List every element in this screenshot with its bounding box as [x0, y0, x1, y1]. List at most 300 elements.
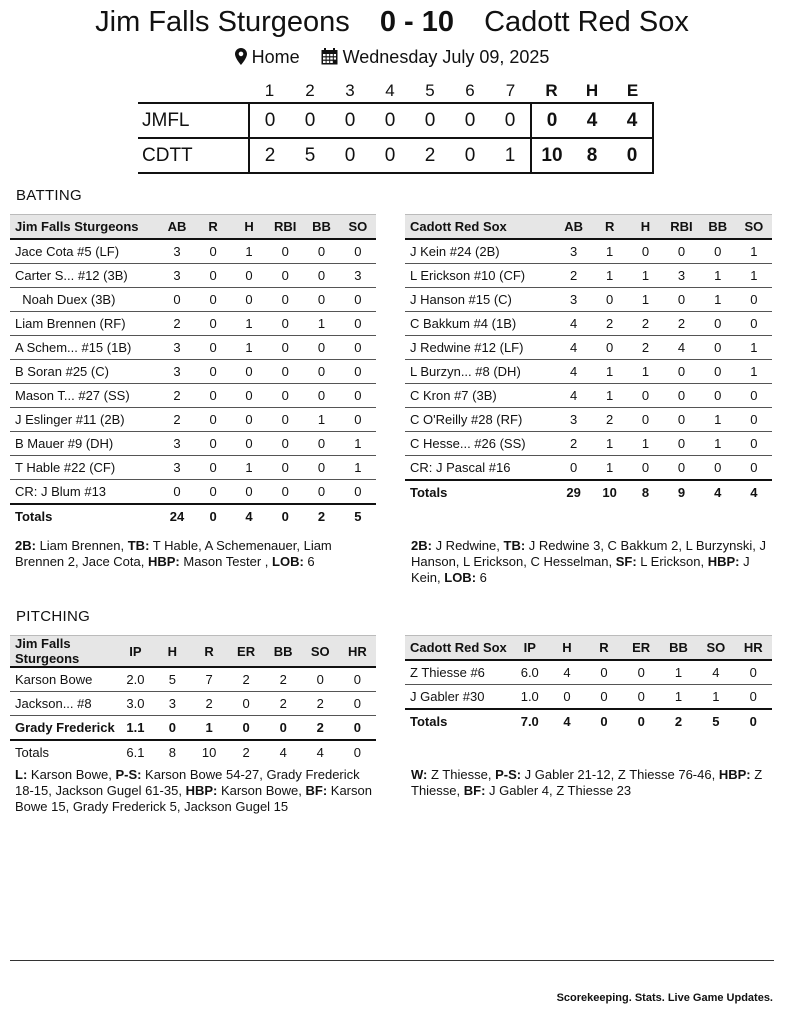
stat-cell: 1 [660, 660, 697, 685]
stat-cell: 0 [231, 360, 267, 384]
player-row [10, 288, 376, 312]
column-header: HR [735, 636, 772, 661]
player-name: J Eslinger #11 (2B) [10, 408, 159, 432]
stat-cell: 0 [736, 312, 772, 336]
stat-cell: 0 [195, 384, 231, 408]
calendar-icon [321, 48, 338, 65]
stat-cell: 4 [556, 360, 592, 384]
player-row [10, 336, 376, 360]
totals-cell: 0 [339, 740, 376, 764]
totals-cell: 4 [231, 504, 267, 528]
stat-cell: 0 [267, 456, 303, 480]
totals-cell: 0 [195, 504, 231, 528]
stat-cell: 0 [195, 239, 231, 264]
note-text: Liam Brennen, [35, 538, 128, 553]
stat-cell: 0 [195, 360, 231, 384]
player-row [405, 264, 772, 288]
column-header: SO [340, 215, 376, 240]
player-name: Noah Duex (3B) [10, 288, 159, 312]
stat-cell: 2 [159, 408, 195, 432]
totals-cell: 0 [735, 709, 772, 733]
player-name: J Kein #24 (2B) [405, 239, 556, 264]
linescore-row [138, 138, 653, 173]
player-name: Liam Brennen (RF) [10, 312, 159, 336]
linescore-inning-cell: 0 [464, 144, 476, 166]
note-label: 2B: [15, 538, 36, 553]
totals-cell: 10 [592, 480, 628, 504]
player-row [10, 667, 376, 692]
final-score: 0 - 10 [379, 6, 455, 38]
column-header: SO [736, 215, 772, 240]
column-header: RBI [267, 215, 303, 240]
note-label: LOB: [444, 570, 477, 585]
player-row [10, 408, 376, 432]
player-row [405, 685, 772, 710]
stat-cell: 0 [231, 408, 267, 432]
linescore-inning-cell: 2 [424, 144, 436, 166]
linescore-inning-cell: 0 [304, 109, 316, 131]
player-name: Z Thiesse #6 [405, 660, 511, 685]
stat-cell: 3 [556, 239, 592, 264]
note-text: Karson Bowe, [217, 783, 306, 798]
player-name: C O'Reilly #28 (RF) [405, 408, 556, 432]
player-name: C Kron #7 (3B) [405, 384, 556, 408]
stat-cell: 0 [231, 264, 267, 288]
linescore-inning-cell: 0 [464, 109, 476, 131]
stat-cell: 0 [663, 360, 699, 384]
note-text: J Redwine, [431, 538, 504, 553]
linescore-col-header: 7 [505, 81, 516, 100]
stat-cell: 1 [700, 288, 736, 312]
column-header: H [154, 636, 191, 668]
totals-cell: 4 [302, 740, 339, 764]
note-label: P-S: [115, 767, 142, 782]
column-header: R [195, 215, 231, 240]
stat-cell: 2 [628, 312, 664, 336]
stat-cell: 0 [340, 336, 376, 360]
stat-cell: 0 [159, 480, 195, 505]
batting-section-title: BATTING [16, 187, 82, 204]
linescore-h-cell: 4 [586, 109, 598, 131]
linescore-inning-cell: 2 [249, 138, 290, 173]
column-header: AB [556, 215, 592, 240]
stat-cell: 2 [159, 312, 195, 336]
player-row [405, 336, 772, 360]
stat-cell: 0 [623, 685, 660, 710]
player-name: Grady Frederick [10, 716, 117, 741]
stat-cell: 0 [303, 288, 339, 312]
player-row [405, 408, 772, 432]
player-name: J Redwine #12 (LF) [405, 336, 556, 360]
location-group [235, 47, 300, 68]
home-team-name: Cadott Red Sox [484, 6, 689, 38]
stat-cell: 4 [548, 660, 585, 685]
stat-cell: 2 [228, 667, 265, 692]
totals-cell: 0 [623, 709, 660, 733]
stat-cell: 0 [195, 336, 231, 360]
column-header: SO [697, 636, 734, 661]
stat-cell: 1 [700, 432, 736, 456]
player-name: L Erickson #10 (CF) [405, 264, 556, 288]
stat-cell: 0 [585, 660, 622, 685]
linescore-col-header: 3 [345, 81, 355, 100]
stat-cell: 3 [556, 408, 592, 432]
player-row [10, 312, 376, 336]
stat-cell: 0 [663, 456, 699, 481]
linescore-col-header: 5 [425, 81, 435, 100]
linescore-team: JMFL [142, 109, 190, 131]
stat-cell: 1 [340, 456, 376, 480]
stat-cell: 2 [191, 692, 228, 716]
note-label: BF: [305, 783, 328, 798]
linescore-r-cell: 10 [531, 138, 572, 173]
stat-cell: 1 [628, 360, 664, 384]
linescore-inning-cell: 0 [249, 103, 290, 138]
note-text: Z Thiesse, [427, 767, 496, 782]
stat-cell: 0 [265, 716, 302, 741]
stat-cell: 0 [267, 408, 303, 432]
totals-label: Totals [405, 480, 556, 504]
stat-cell: 0 [700, 360, 736, 384]
column-header: H [548, 636, 585, 661]
stat-cell: 0 [700, 336, 736, 360]
stat-cell: 0 [592, 288, 628, 312]
map-pin-icon [235, 48, 247, 65]
totals-row [405, 709, 772, 733]
stat-cell: 0 [267, 336, 303, 360]
stat-cell: 4 [556, 384, 592, 408]
player-name: B Soran #25 (C) [10, 360, 159, 384]
player-row [405, 288, 772, 312]
linescore-header-row [138, 80, 653, 103]
footer-tagline: Scorekeeping. Stats. Live Game Updates. [556, 992, 773, 1004]
note-label: 2B: [411, 538, 432, 553]
stat-cell: 0 [556, 456, 592, 481]
stat-cell: 0 [159, 288, 195, 312]
batting-notes-away [15, 538, 370, 570]
column-header: SO [302, 636, 339, 668]
linescore-corner [138, 80, 249, 103]
stat-cell: 0 [267, 360, 303, 384]
player-row [10, 432, 376, 456]
date-group [321, 47, 550, 68]
stat-cell: 1 [592, 384, 628, 408]
note-label: W: [411, 767, 428, 782]
totals-label: Totals [405, 709, 511, 733]
stat-cell: 0 [231, 432, 267, 456]
note-label: TB: [127, 538, 150, 553]
linescore-inning-cell: 0 [504, 109, 516, 131]
column-header: RBI [663, 215, 699, 240]
note-label: BF: [463, 783, 486, 798]
note-text: J Redwine 3, C Bakkum 2, L Burzynski, J Hanson, L Erickson, C Hesselman, [411, 538, 767, 569]
totals-cell: 10 [191, 740, 228, 764]
linescore-col-header: R [545, 81, 558, 100]
note-text: 6 [303, 554, 315, 569]
stat-cell: 1 [736, 360, 772, 384]
stat-header-row [10, 215, 376, 240]
stat-cell: 0 [736, 408, 772, 432]
note-label: HBP: [147, 554, 180, 569]
player-name: Jace Cota #5 (LF) [10, 239, 159, 264]
stat-cell: 1 [697, 685, 734, 710]
stat-cell: 0 [303, 336, 339, 360]
column-header: H [231, 215, 267, 240]
linescore-col-header: 4 [385, 81, 395, 100]
stat-cell: 3 [663, 264, 699, 288]
stat-cell: 1 [592, 264, 628, 288]
stat-cell: 1 [700, 264, 736, 288]
player-name: Mason T... #27 (SS) [10, 384, 159, 408]
note-label: SF: [615, 554, 637, 569]
stat-cell: 3 [159, 456, 195, 480]
stat-cell: 0 [736, 432, 772, 456]
stat-cell: 0 [735, 685, 772, 710]
stat-cell: 0 [195, 288, 231, 312]
stat-cell: 0 [663, 408, 699, 432]
stat-cell: 0 [195, 408, 231, 432]
linescore-col-header: 2 [305, 81, 315, 100]
stat-cell: 5 [154, 667, 191, 692]
pitching-table-home [405, 635, 772, 733]
column-header: AB [159, 215, 195, 240]
linescore-col-header: 6 [465, 81, 475, 100]
team-header: Jim Falls Sturgeons [10, 636, 117, 668]
column-header: BB [265, 636, 302, 668]
totals-row [10, 740, 376, 764]
player-name: CR: J Pascal #16 [405, 456, 556, 481]
linescore-inning-cell: 0 [384, 109, 396, 131]
batting-table-away [10, 214, 376, 528]
note-text: Karson Bowe, [27, 767, 116, 782]
stat-cell: 0 [339, 692, 376, 716]
stat-cell: 2 [265, 667, 302, 692]
note-label: HBP: [718, 767, 751, 782]
stat-cell: 0 [736, 288, 772, 312]
linescore-inning-cell: 0 [344, 109, 356, 131]
stat-cell: 0 [231, 480, 267, 505]
stat-cell: 3 [159, 432, 195, 456]
stat-cell: 0 [302, 667, 339, 692]
totals-cell: 6.1 [117, 740, 154, 764]
stat-cell: 1 [628, 432, 664, 456]
player-name: B Mauer #9 (DH) [10, 432, 159, 456]
column-header: IP [511, 636, 548, 661]
stat-cell: 0 [340, 312, 376, 336]
stat-cell: 0 [267, 264, 303, 288]
linescore-team: CDTT [142, 144, 193, 166]
stat-cell: 0 [339, 667, 376, 692]
stat-cell: 2.0 [117, 667, 154, 692]
stat-cell: 1 [231, 336, 267, 360]
totals-cell: 5 [340, 504, 376, 528]
stat-cell: 0 [628, 408, 664, 432]
player-row [405, 312, 772, 336]
note-text: Karson Bowe 54-27, Grady Frederick 18-15, Jackson Gugel 61-35, [15, 767, 360, 798]
totals-cell: 29 [556, 480, 592, 504]
team-header: Jim Falls Sturgeons [10, 215, 159, 240]
pitching-section-title: PITCHING [16, 608, 91, 625]
note-text: J Gabler 4, Z Thiesse 23 [485, 783, 632, 798]
column-header: H [628, 215, 664, 240]
player-row [10, 692, 376, 716]
stat-cell: 1.0 [511, 685, 548, 710]
stat-cell: 1 [700, 408, 736, 432]
stat-cell: 0 [340, 480, 376, 505]
stat-cell: 0 [736, 456, 772, 481]
pitching-notes-home [411, 767, 767, 799]
linescore-h-cell: 8 [586, 144, 598, 166]
stat-cell: 0 [628, 384, 664, 408]
player-name: Jackson... #8 [10, 692, 117, 716]
team-header: Cadott Red Sox [405, 636, 511, 661]
note-label: P-S: [495, 767, 522, 782]
stat-cell: 1.1 [117, 716, 154, 741]
stat-cell: 0 [267, 480, 303, 505]
stat-cell: 0 [663, 288, 699, 312]
stat-cell: 0 [303, 456, 339, 480]
linescore-row [138, 103, 653, 138]
stat-cell: 0 [700, 384, 736, 408]
note-text: Z Thiesse, [411, 767, 763, 798]
totals-cell: 8 [154, 740, 191, 764]
note-text: J Kein, [411, 554, 750, 585]
stat-cell: 1 [592, 456, 628, 481]
player-name: J Gabler #30 [405, 685, 511, 710]
stat-cell: 0 [228, 692, 265, 716]
stat-cell: 3 [154, 692, 191, 716]
game-location: Home [251, 47, 300, 67]
stat-cell: 2 [628, 336, 664, 360]
note-label: HBP: [185, 783, 218, 798]
linescore-e-cell: 4 [612, 103, 653, 138]
stat-cell: 7 [191, 667, 228, 692]
player-row [10, 360, 376, 384]
stat-cell: 0 [700, 239, 736, 264]
stat-cell: 0 [700, 456, 736, 481]
stat-header-row [405, 636, 772, 661]
stat-cell: 1 [303, 312, 339, 336]
stat-cell: 0 [340, 384, 376, 408]
stat-cell: 0 [267, 239, 303, 264]
player-row [405, 360, 772, 384]
player-row [10, 716, 376, 741]
totals-cell: 2 [660, 709, 697, 733]
stat-cell: 3 [159, 264, 195, 288]
away-team-name: Jim Falls Sturgeons [95, 6, 350, 38]
game-date: Wednesday July 09, 2025 [342, 47, 550, 67]
player-row [10, 384, 376, 408]
stat-cell: 2 [556, 264, 592, 288]
stat-cell: 0 [303, 480, 339, 505]
stat-cell: 0 [585, 685, 622, 710]
totals-row [10, 504, 376, 528]
stat-cell: 4 [697, 660, 734, 685]
stat-cell: 0 [628, 456, 664, 481]
player-row [405, 239, 772, 264]
stat-cell: 2 [302, 716, 339, 741]
totals-cell: 0 [267, 504, 303, 528]
stat-cell: 0 [628, 239, 664, 264]
game-header [0, 6, 784, 39]
stat-header-row [405, 215, 772, 240]
stat-cell: 0 [231, 288, 267, 312]
column-header: IP [117, 636, 154, 668]
player-name: T Hable #22 (CF) [10, 456, 159, 480]
note-text: T Hable, A Schemenauer, Liam Brennen 2, Jace Cota, [15, 538, 332, 569]
stat-cell: 0 [267, 288, 303, 312]
stat-cell: 3 [159, 360, 195, 384]
player-row [10, 264, 376, 288]
stat-cell: 2 [556, 432, 592, 456]
stat-cell: 1 [231, 456, 267, 480]
totals-cell: 2 [228, 740, 265, 764]
stat-cell: 3 [159, 239, 195, 264]
totals-cell: 7.0 [511, 709, 548, 733]
stat-cell: 0 [267, 312, 303, 336]
stat-cell: 0 [340, 239, 376, 264]
totals-cell: 4 [548, 709, 585, 733]
stat-cell: 1 [303, 408, 339, 432]
stat-cell: 1 [231, 239, 267, 264]
linescore-inning-cell: 0 [424, 109, 436, 131]
linescore-table [138, 80, 654, 174]
column-header: R [592, 215, 628, 240]
player-row [405, 660, 772, 685]
note-label: L: [15, 767, 28, 782]
totals-cell: 4 [265, 740, 302, 764]
stat-cell: 0 [267, 384, 303, 408]
stat-cell: 4 [556, 336, 592, 360]
stat-cell: 0 [548, 685, 585, 710]
linescore-r-cell: 0 [531, 103, 572, 138]
totals-row [405, 480, 772, 504]
stat-cell: 0 [663, 432, 699, 456]
stat-cell: 2 [663, 312, 699, 336]
column-header: R [585, 636, 622, 661]
stat-cell: 3 [159, 336, 195, 360]
stat-cell: 1 [340, 432, 376, 456]
totals-cell: 24 [159, 504, 195, 528]
player-row [10, 239, 376, 264]
column-header: HR [339, 636, 376, 668]
stat-cell: 6.0 [511, 660, 548, 685]
pitching-notes-away [15, 767, 375, 815]
player-row [405, 384, 772, 408]
stat-cell: 1 [191, 716, 228, 741]
stat-cell: 0 [735, 660, 772, 685]
linescore-inning-cell: 1 [504, 144, 516, 166]
player-name: C Hesse... #26 (SS) [405, 432, 556, 456]
stat-cell: 0 [663, 239, 699, 264]
stat-cell: 2 [592, 312, 628, 336]
stat-cell: 2 [159, 384, 195, 408]
linescore-e-cell: 0 [612, 138, 653, 173]
totals-cell: 8 [628, 480, 664, 504]
stat-cell: 3 [556, 288, 592, 312]
column-header: ER [623, 636, 660, 661]
stat-cell: 0 [303, 264, 339, 288]
stat-cell: 0 [195, 264, 231, 288]
stat-cell: 1 [736, 239, 772, 264]
note-label: TB: [503, 538, 526, 553]
stat-cell: 1 [736, 264, 772, 288]
totals-label: Totals [10, 740, 117, 764]
footer-divider [10, 960, 774, 961]
stat-cell: 2 [265, 692, 302, 716]
stat-cell: 0 [736, 384, 772, 408]
stat-cell: 0 [267, 432, 303, 456]
